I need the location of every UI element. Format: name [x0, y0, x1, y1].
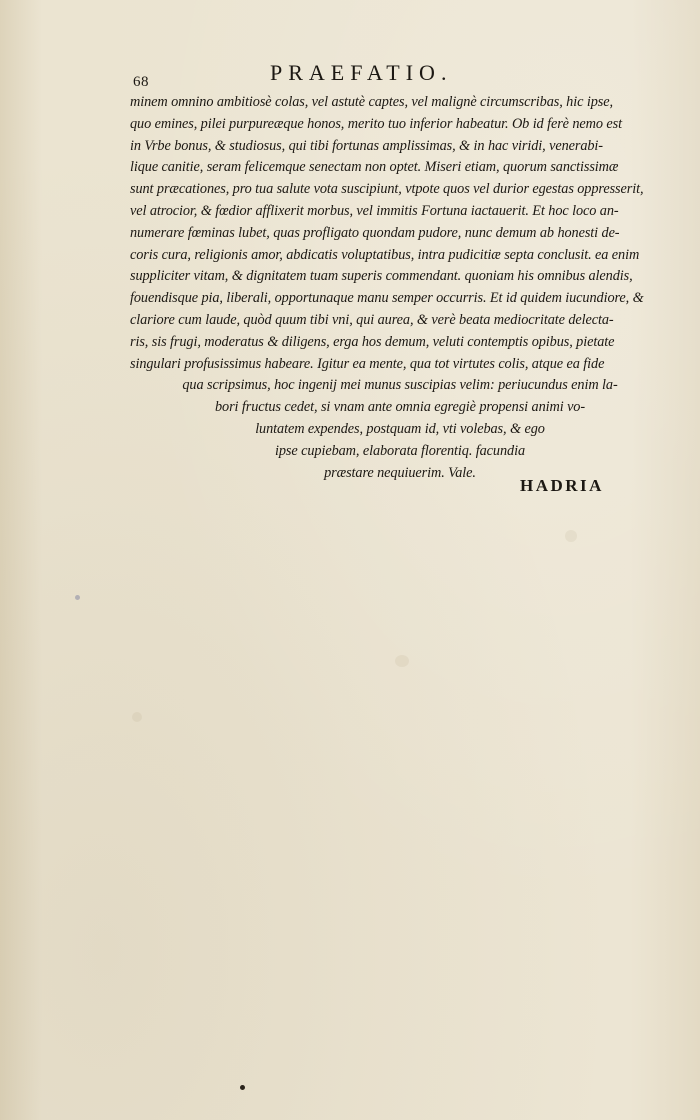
- text-line: fouendisque pia, liberali, opportunaque manu semper occurris. Et id quidem iucundiore, &: [130, 290, 644, 307]
- paper-spot: [132, 712, 142, 722]
- text-line: coris cura, religionis amor, abdicatis voluptatibus, intra pudicitiæ septa conclusit. ea enim: [130, 246, 640, 263]
- text-line: clariore cum laude, quòd quum tibi vni, qui aurea, & verè beata mediocritate delecta-: [130, 311, 614, 328]
- text-line: in Vrbe bonus, & studiosus, qui tibi fortunas amplissimas, & in hac viridi, venerabi-: [130, 137, 603, 154]
- paper-spot: [75, 595, 80, 600]
- text-line: bori fructus cedet, si vnam ante omnia egregiè propensi animi vo-: [214, 399, 586, 416]
- running-head: PRAEFATIO.: [270, 60, 453, 85]
- text-line: quo emines, pilei purpureæque honos, merito tuo inferior habeatur. Ob id ferè nemo est: [130, 115, 623, 132]
- text-line: singulari profusissimus habeare. Igitur ea mente, qua tot virtutes colis, atque ea fide: [130, 355, 605, 372]
- text-line: ipse cupiebam, elaborata florentiq. facundia: [275, 442, 525, 459]
- text-line: sunt præcationes, pro tua salute vota suscipiunt, vtpote quos vel durior egestas oppresserit,: [130, 181, 644, 198]
- text-line: vel atrocior, & fœdior afflixerit morbus, vel immitis Fortuna iactauerit. Et hoc loco an-: [130, 202, 619, 219]
- text-line: ris, sis frugi, moderatus & diligens, erga hos demum, veluti contemptis opibus, pietate: [130, 333, 615, 350]
- paper-spot: [395, 655, 409, 667]
- body-text: [130, 92, 670, 484]
- text-line: præstare nequiuerim. Vale.: [324, 464, 476, 481]
- text-line: lique canitie, seram felicemque senectam non optet. Miseri etiam, quorum sanctissimæ: [130, 159, 619, 176]
- text-line: luntatem expendes, postquam id, vti volebas, & ego: [255, 420, 545, 437]
- text-line: suppliciter vitam, & dignitatem tuam superis commendant. quoniam his omnibus alendis,: [130, 268, 633, 285]
- paper-spot: [565, 530, 577, 542]
- ink-dot: [240, 1085, 245, 1090]
- text-line: numerare fœminas lubet, quas profligato quondam pudore, nunc demum ab honesti de-: [130, 224, 620, 241]
- page-number: 68: [133, 74, 149, 90]
- text-line: qua scripsimus, hoc ingenij mei munus suscipias velim: periucundus enim la-: [182, 377, 618, 394]
- text-line: minem omnino ambitiosè colas, vel astutè captes, vel malignè circumscribas, hic ipse,: [130, 94, 613, 110]
- catchword: HADRIA: [520, 476, 604, 495]
